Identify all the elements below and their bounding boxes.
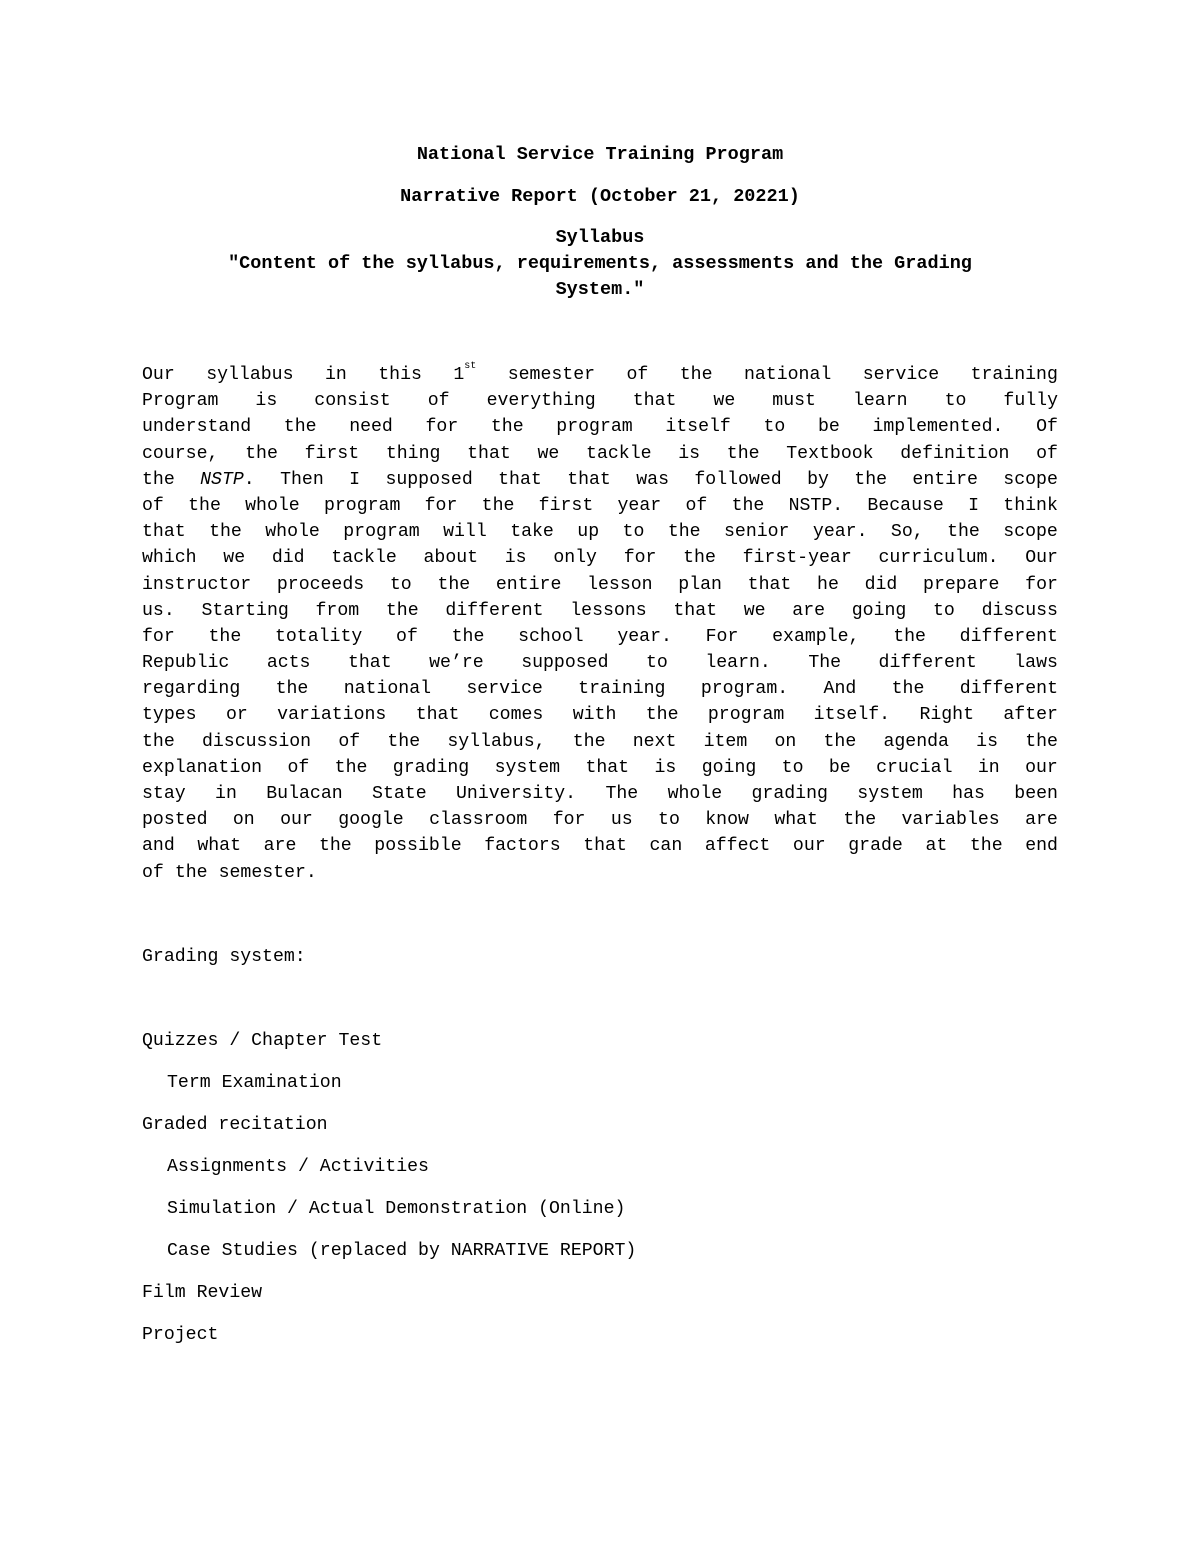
- paragraph-word: service: [862, 365, 940, 385]
- paragraph-word: for: [425, 417, 459, 438]
- paragraph-word: system: [857, 784, 923, 804]
- paragraph-word: be: [828, 757, 851, 778]
- paragraph-word: Starting: [201, 600, 289, 621]
- paragraph-word: are: [263, 836, 297, 857]
- paragraph-word: instructor: [142, 574, 252, 595]
- paragraph-word: the: [208, 626, 242, 647]
- paragraph-word: scope: [1003, 469, 1058, 490]
- paragraph-word: of: [396, 626, 418, 647]
- paragraph-word: are: [792, 600, 826, 621]
- paragraph-word: from: [315, 600, 360, 621]
- paragraph-line: [142, 414, 1058, 440]
- paragraph-word: different: [445, 600, 544, 621]
- paragraph-word: program: [556, 417, 633, 438]
- paragraph-word: can: [649, 836, 683, 857]
- paragraph-word: to: [389, 574, 412, 595]
- paragraph-word: types: [142, 705, 197, 726]
- paragraph-word: itself.: [813, 705, 891, 726]
- paragraph-word: at: [925, 836, 948, 857]
- paragraph-word: grading: [751, 784, 828, 804]
- paragraph-word: comes: [488, 705, 544, 726]
- document-title: National Service Training Program: [416, 144, 784, 165]
- paragraph-word: State: [372, 784, 427, 804]
- paragraph-word: syllabus,: [447, 731, 546, 752]
- paragraph-word: in: [215, 784, 237, 804]
- paragraph-word: what: [774, 810, 818, 831]
- paragraph-word: semester.: [218, 862, 317, 883]
- paragraph-word: year.: [812, 522, 868, 543]
- paragraph-word: he: [817, 574, 839, 595]
- paragraph-word: affect: [704, 836, 771, 857]
- paragraph-word: program: [323, 495, 401, 516]
- paragraph-word: Textbook: [786, 443, 874, 464]
- paragraph-word: take: [510, 522, 554, 543]
- paragraph-word: acts: [266, 653, 311, 674]
- paragraph-word: the: [645, 705, 679, 726]
- paragraph-word: which: [142, 548, 197, 569]
- paragraph-word: national: [743, 365, 832, 385]
- paragraph-word: regarding: [142, 679, 241, 700]
- paragraph-word: prepare: [923, 574, 1000, 595]
- paragraph-word: we: [223, 548, 246, 569]
- paragraph-word: whole: [245, 495, 300, 516]
- paragraph-word: going: [701, 757, 757, 778]
- paragraph-word: school: [518, 626, 584, 647]
- paragraph-word: factors: [484, 836, 561, 857]
- paragraph-word: to: [622, 522, 645, 543]
- paragraph-word: curriculum.: [878, 548, 999, 569]
- paragraph-word: of: [685, 495, 708, 516]
- paragraph-word: program: [343, 522, 420, 543]
- paragraph-word: entire: [495, 574, 562, 595]
- paragraph-word: the: [891, 679, 925, 700]
- paragraph-word: the: [1025, 731, 1058, 752]
- paragraph-word: to: [646, 653, 668, 674]
- paragraph-word: did: [864, 574, 898, 595]
- paragraph-word: the: [572, 731, 606, 752]
- paragraph-word: the: [451, 626, 485, 647]
- ordinal-suffix: st: [464, 360, 477, 372]
- punctuation: .: [243, 469, 255, 490]
- paragraph-word: [200, 467, 255, 493]
- paragraph-word: we’re: [429, 653, 484, 674]
- paragraph-word: that: [347, 653, 392, 674]
- paragraph-word: the: [731, 495, 765, 516]
- paragraph-word: For: [705, 626, 739, 647]
- paragraph-word: that: [467, 443, 511, 464]
- paragraph-word: year: [617, 495, 662, 516]
- paragraph-word: the: [679, 365, 713, 385]
- paragraph-word: is: [654, 757, 677, 778]
- paragraph-word: that: [673, 600, 718, 621]
- paragraph-word: the: [142, 469, 175, 490]
- topic-line: "Content of the syllabus, requirements, assessments and the Grading: [228, 253, 972, 274]
- paragraph-word: whole: [265, 522, 320, 543]
- paragraph-word: tackle: [331, 548, 397, 569]
- grading-item: Quizzes / Chapter Test: [142, 1031, 383, 1051]
- paragraph-word: Of: [1036, 417, 1058, 438]
- paragraph-word: Bulacan: [266, 784, 343, 804]
- paragraph-line: [142, 388, 1058, 414]
- paragraph-word: program: [707, 705, 785, 726]
- paragraph-word: about: [423, 548, 479, 569]
- document-subtitle: Narrative Report (October 21, 20221): [400, 186, 800, 207]
- paragraph-word: itself: [665, 417, 731, 438]
- paragraph-word: classroom: [429, 810, 528, 831]
- paragraph-word: the: [893, 626, 926, 647]
- paragraph-word: course,: [142, 443, 219, 464]
- paragraph-word: supposed: [385, 469, 473, 490]
- paragraph-line: [142, 807, 1058, 833]
- paragraph-word: and: [142, 836, 175, 857]
- paragraph-word: the: [490, 417, 524, 438]
- paragraph-word: that: [567, 469, 611, 490]
- paragraph-word: service: [466, 679, 543, 700]
- paragraph-word: the: [283, 417, 317, 438]
- paragraph-word: semester: [507, 365, 596, 385]
- paragraph-word: up: [577, 522, 600, 543]
- paragraph-word: program.: [700, 679, 789, 700]
- paragraph-word: totality: [274, 626, 363, 647]
- paragraph-word: senior: [723, 522, 790, 543]
- paragraph-line: [142, 467, 1058, 493]
- paragraph-word: the: [823, 731, 857, 752]
- paragraph-word: the: [726, 443, 760, 464]
- paragraph-word: discuss: [981, 600, 1058, 621]
- paragraph-word: next: [632, 731, 677, 752]
- paragraph-word: for: [142, 626, 175, 647]
- topic-line: System.": [555, 279, 645, 300]
- paragraph-word: different: [959, 626, 1058, 647]
- paragraph-word: discussion: [201, 731, 312, 752]
- paragraph-word: by: [807, 469, 829, 490]
- paragraph-word: of: [1036, 443, 1058, 464]
- paragraph-word: everything: [486, 391, 596, 412]
- paragraph-line: [142, 781, 1058, 807]
- paragraph-line: [142, 833, 1058, 859]
- paragraph-word: or: [225, 705, 248, 726]
- paragraph-word: thing: [385, 443, 441, 464]
- paragraph-word: is: [678, 443, 701, 464]
- paragraph-word: learn.: [705, 653, 771, 674]
- paragraph-word: we: [743, 600, 766, 621]
- paragraph-word: need: [349, 417, 393, 438]
- paragraph-word: must: [772, 391, 816, 412]
- paragraph-word: NSTP.: [788, 495, 844, 516]
- paragraph-word: google: [338, 810, 404, 831]
- paragraph-word: of: [142, 495, 164, 516]
- paragraph-word: crucial: [876, 757, 953, 778]
- paragraph-word: stay: [142, 784, 186, 804]
- paragraph-word: the: [275, 679, 309, 700]
- paragraph-line: [142, 572, 1058, 598]
- paragraph-word: Because: [867, 495, 944, 516]
- paragraph-word: The: [808, 653, 842, 674]
- paragraph-word: syllabus: [206, 365, 294, 385]
- paragraph-word: that: [415, 705, 460, 726]
- paragraph-word: the: [947, 522, 980, 543]
- paragraph-word: us: [610, 810, 633, 831]
- paragraph-word: will: [443, 522, 487, 543]
- paragraph-word: posted: [142, 810, 208, 831]
- paragraph-word: agenda: [883, 731, 949, 752]
- paragraph-word: of: [287, 757, 310, 778]
- paragraph-line: [142, 441, 1058, 467]
- paragraph-word: is: [504, 548, 527, 569]
- paragraph-word: fully: [1003, 391, 1058, 412]
- paragraph-word: laws: [1014, 653, 1058, 674]
- paragraph-word: grade: [848, 836, 903, 857]
- paragraph-word: different: [878, 653, 977, 674]
- grading-item: Simulation / Actual Demonstration (Online): [167, 1199, 626, 1219]
- paragraph-word: that: [142, 522, 186, 543]
- paragraph-word: we: [713, 391, 736, 412]
- grading-item: Graded recitation: [142, 1115, 328, 1135]
- paragraph-word: national: [343, 679, 432, 700]
- paragraph-word: first: [304, 443, 360, 464]
- italic-abbreviation: NSTP: [200, 469, 244, 490]
- paragraph-line: [142, 755, 1058, 781]
- paragraph-word: variations: [277, 705, 387, 726]
- paragraph-word: understand: [142, 417, 252, 438]
- paragraph-line: [142, 676, 1058, 702]
- paragraph-word: the: [142, 731, 175, 752]
- paragraph-word: the: [683, 548, 716, 569]
- paragraph-word: the: [209, 522, 242, 543]
- paragraph-line: [142, 624, 1058, 650]
- paragraph-word: definition: [900, 443, 1010, 464]
- paragraph-word: that: [583, 836, 627, 857]
- grading-item: Term Examination: [167, 1073, 342, 1093]
- paragraph-word: I: [968, 495, 980, 516]
- paragraph-word: whole: [667, 784, 723, 804]
- paragraph-word: And: [823, 679, 857, 700]
- paragraph-word: our: [792, 836, 826, 857]
- paragraph-line: [142, 598, 1058, 624]
- paragraph-word: is: [255, 391, 278, 412]
- paragraph-word: consist: [314, 391, 391, 412]
- paragraph-word: example,: [772, 626, 860, 647]
- paragraph-word: Republic: [142, 653, 230, 674]
- paragraph-word: the: [245, 443, 278, 464]
- paragraph-word: in: [977, 757, 1000, 778]
- paragraph-word: the: [667, 522, 701, 543]
- paragraph-word: I: [349, 469, 361, 490]
- paragraph-word: that: [585, 757, 630, 778]
- paragraph-word: Our: [142, 365, 175, 385]
- paragraph-word: is: [976, 731, 998, 752]
- paragraph-word: different: [959, 679, 1058, 700]
- paragraph-line: [142, 493, 1058, 519]
- paragraph-word: system: [494, 757, 561, 778]
- paragraph-word: for: [552, 810, 586, 831]
- paragraph-word: training: [578, 679, 666, 700]
- paragraph-word: be: [817, 417, 840, 438]
- paragraph-word: training: [970, 365, 1058, 385]
- paragraph-word: are: [1025, 810, 1058, 831]
- paragraph-line: [142, 519, 1058, 545]
- paragraph-word: the: [969, 836, 1003, 857]
- paragraph-word: the: [854, 469, 888, 490]
- paragraph-word: proceeds: [276, 574, 365, 595]
- paragraph-word: the: [318, 836, 352, 857]
- paragraph-word: to: [933, 600, 955, 621]
- paragraph-word: of: [427, 391, 450, 412]
- paragraph-word: So,: [890, 522, 924, 543]
- paragraph-word: for: [1025, 574, 1058, 595]
- paragraph-word: first: [538, 495, 594, 516]
- paragraph-word: entire: [912, 469, 978, 490]
- paragraph-word: Our: [1025, 548, 1058, 569]
- paragraph-word: the: [843, 810, 877, 831]
- paragraph-word: been: [1014, 784, 1058, 804]
- paragraph-word: end: [1025, 836, 1058, 857]
- paragraph-word: grading: [392, 757, 470, 778]
- paragraph-word: that: [747, 574, 792, 595]
- paragraph-word: for: [623, 548, 657, 569]
- paragraph-word: this: [378, 365, 422, 385]
- grading-item: Project: [142, 1325, 219, 1345]
- paragraph-word: to: [944, 391, 967, 412]
- paragraph-word: the: [437, 574, 471, 595]
- paragraph-word: for: [424, 495, 458, 516]
- paragraph-word: Program: [142, 391, 219, 412]
- paragraph-word: tackle: [586, 443, 652, 464]
- ordinal-number: 1: [453, 365, 465, 385]
- paragraph-line: [142, 545, 1058, 571]
- paragraph-word: that: [632, 391, 677, 412]
- paragraph-word: year.: [617, 626, 672, 647]
- paragraph-word: to: [781, 757, 804, 778]
- paragraph-word: the: [387, 731, 421, 752]
- paragraph-word: after: [1003, 705, 1058, 726]
- paragraph-word: did: [271, 548, 305, 569]
- paragraph-word: we: [537, 443, 560, 464]
- paragraph-word: what: [197, 836, 242, 857]
- paragraph-line: [142, 362, 1058, 388]
- paragraph-word: first-year: [742, 548, 852, 569]
- grading-item: Case Studies (replaced by NARRATIVE REPORT): [167, 1241, 637, 1261]
- paragraph-word: Right: [919, 705, 975, 726]
- paragraph-word: think: [1003, 495, 1058, 516]
- paragraph-word: Then: [280, 469, 324, 490]
- paragraph-word: lessons: [570, 600, 647, 621]
- paragraph-word: on: [232, 810, 255, 831]
- paragraph-word: was: [636, 469, 669, 490]
- paragraph-word: of: [142, 862, 164, 883]
- paragraph-word: item: [703, 731, 748, 752]
- grading-item: Film Review: [142, 1283, 263, 1303]
- paragraph-word: of: [338, 731, 361, 752]
- paragraph-word: implemented.: [872, 417, 1004, 438]
- paragraph-word: The: [605, 784, 639, 804]
- paragraph-word: of: [626, 365, 649, 385]
- paragraph-word: going: [851, 600, 907, 621]
- paragraph-word: possible: [374, 836, 462, 857]
- paragraph-word: learn: [852, 391, 908, 412]
- paragraph-word: [453, 362, 476, 388]
- paragraph-word: explanation: [142, 757, 263, 778]
- paragraph-word: us.: [142, 600, 175, 621]
- paragraph-word: that: [498, 469, 542, 490]
- body-paragraph: [142, 362, 1058, 886]
- paragraph-word: only: [553, 548, 597, 569]
- paragraph-word: University.: [456, 784, 577, 804]
- paragraph-word: to: [658, 810, 680, 831]
- paragraph-line: [142, 650, 1058, 676]
- paragraph-word: our: [1025, 757, 1058, 778]
- grading-heading: Grading system:: [142, 947, 306, 967]
- paragraph-word: our: [280, 810, 313, 831]
- paragraph-word: the: [174, 862, 208, 883]
- paragraph-word: to: [763, 417, 786, 438]
- paragraph-word: the: [385, 600, 419, 621]
- paragraph-word: in: [324, 365, 347, 385]
- paragraph-word: scope: [1003, 522, 1058, 543]
- grading-item: Assignments / Activities: [167, 1157, 429, 1177]
- paragraph-word: lesson: [587, 574, 653, 595]
- paragraph-word: with: [572, 705, 617, 726]
- paragraph-word: the: [334, 757, 368, 778]
- paragraph-line: [142, 702, 1058, 728]
- paragraph-word: has: [952, 784, 985, 804]
- section-heading: Syllabus: [555, 227, 645, 248]
- paragraph-word: the: [481, 495, 515, 516]
- paragraph-word: plan: [678, 574, 722, 595]
- paragraph-word: supposed: [521, 653, 609, 674]
- paragraph-word: variables: [901, 810, 1000, 831]
- paragraph-line: [142, 729, 1058, 755]
- paragraph-word: know: [705, 810, 749, 831]
- paragraph-word: on: [774, 731, 797, 752]
- paragraph-line: [142, 860, 1058, 886]
- paragraph-word: the: [188, 495, 221, 516]
- paragraph-word: followed: [694, 469, 782, 490]
